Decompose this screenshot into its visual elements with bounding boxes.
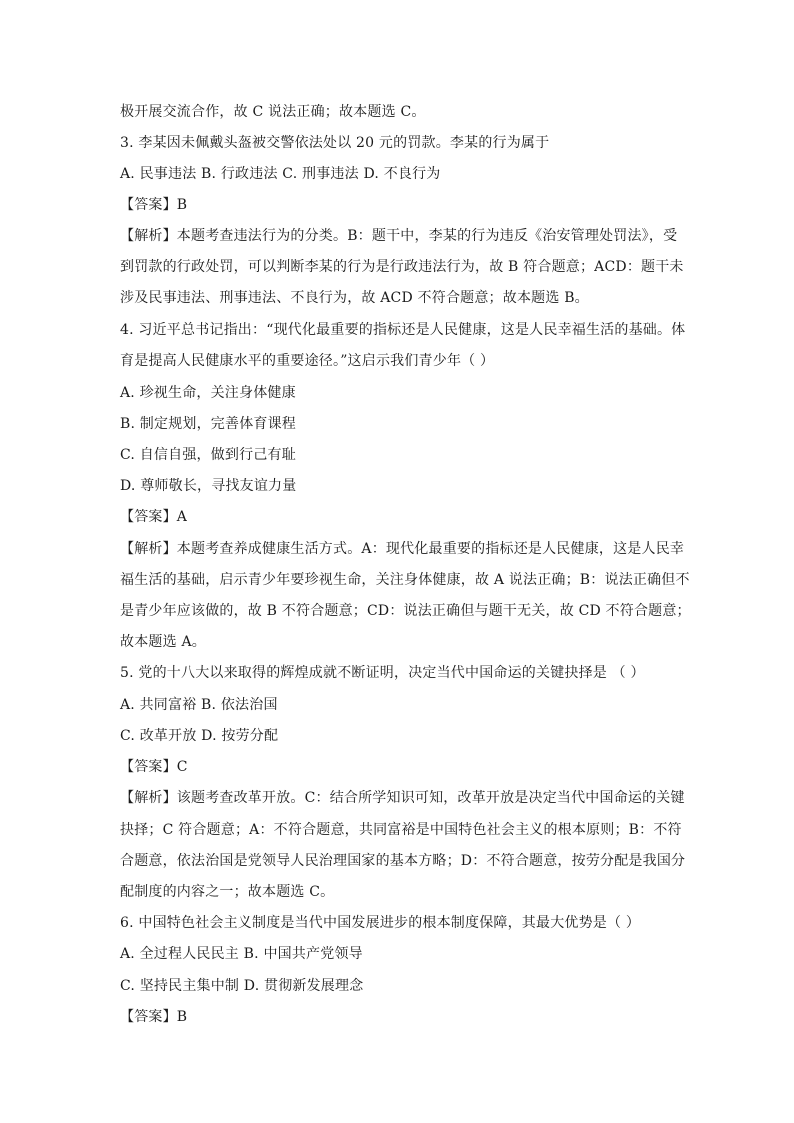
question-4-analysis-line-2: 福生活的基础，启示青少年要珍视生命，关注身体健康，故 A 说法正确；B：说法正确但不 [120,572,690,588]
question-5-stem: 5. 党的十八大以来取得的辉煌成就不断证明，决定当代中国命运的关键抉择是 （ ） [120,665,645,681]
question-4-analysis-line-4: 故本题选 A。 [120,634,206,650]
question-4-answer: 【答案】A [120,509,188,525]
question-5-analysis-line-4: 配制度的内容之一；故本题选 C。 [120,884,335,900]
question-6-options-ab: A. 全过程人民民主 B. 中国共产党领导 [120,946,363,962]
question-3-options: A. 民事违法 B. 行政违法 C. 刑事违法 D. 不良行为 [120,166,441,182]
question-4-stem-line-1: 4. 习近平总书记指出：“现代化最重要的指标还是人民健康，这是人民幸福生活的基础。体 [120,322,686,338]
question-5-answer: 【答案】C [120,759,188,775]
text-line-prev-explanation-end: 极开展交流合作，故 C 说法正确；故本题选 C。 [120,104,426,120]
question-4-stem-line-2: 育是提高人民健康水平的重要途径。”这启示我们青少年（ ） [120,353,495,369]
question-4-analysis-line-1: 【解析】本题考查养成健康生活方式。A：现代化最重要的指标还是人民健康，这是人民幸 [120,541,685,557]
question-4-option-d: D. 尊师敬长，寻找友谊力量 [120,478,297,494]
question-5-options-ab: A. 共同富裕 B. 依法治国 [120,697,278,713]
question-5-analysis-line-2: 抉择；C 符合题意；A：不符合题意，共同富裕是中国特色社会主义的根本原则；B：不符 [120,822,682,838]
question-4-analysis-line-3: 是青少年应该做的，故 B 不符合题意；CD：说法正确但与题干无关，故 CD 不符合题意； [120,603,691,619]
question-3-stem: 3. 李某因未佩戴头盔被交警依法处以 20 元的罚款。李某的行为属于 [120,135,550,151]
question-5-analysis-line-3: 合题意，依法治国是党领导人民治理国家的基本方略；D：不符合题意，按劳分配是我国分 [120,853,686,869]
question-3-analysis-line-1: 【解析】本题考查违法行为的分类。B：题干中，李某的行为违反《治安管理处罚法》，受 [120,228,678,244]
question-4-option-b: B. 制定规划，完善体育课程 [120,416,296,432]
question-3-answer: 【答案】B [120,197,188,213]
question-6-stem: 6. 中国特色社会主义制度是当代中国发展进步的根本制度保障，其最大优势是（ ） [120,915,641,931]
question-4-option-c: C. 自信自强，做到行己有耻 [120,447,296,463]
question-3-analysis-line-2: 到罚款的行政处罚，可以判断李某的行为是行政违法行为，故 B 符合题意；ACD：题干未 [120,259,684,275]
question-6-options-cd: C. 坚持民主集中制 D. 贯彻新发展理念 [120,978,364,994]
question-5-analysis-line-1: 【解析】该题考查改革开放。C：结合所学知识可知，改革开放是决定当代中国命运的关键 [120,790,685,806]
question-3-analysis-line-3: 涉及民事违法、刑事违法、不良行为，故 ACD 不符合题意；故本题选 B。 [120,290,589,306]
question-5-options-cd: C. 改革开放 D. 按劳分配 [120,728,279,744]
question-6-answer: 【答案】B [120,1009,188,1025]
question-4-option-a: A. 珍视生命，关注身体健康 [120,385,296,401]
